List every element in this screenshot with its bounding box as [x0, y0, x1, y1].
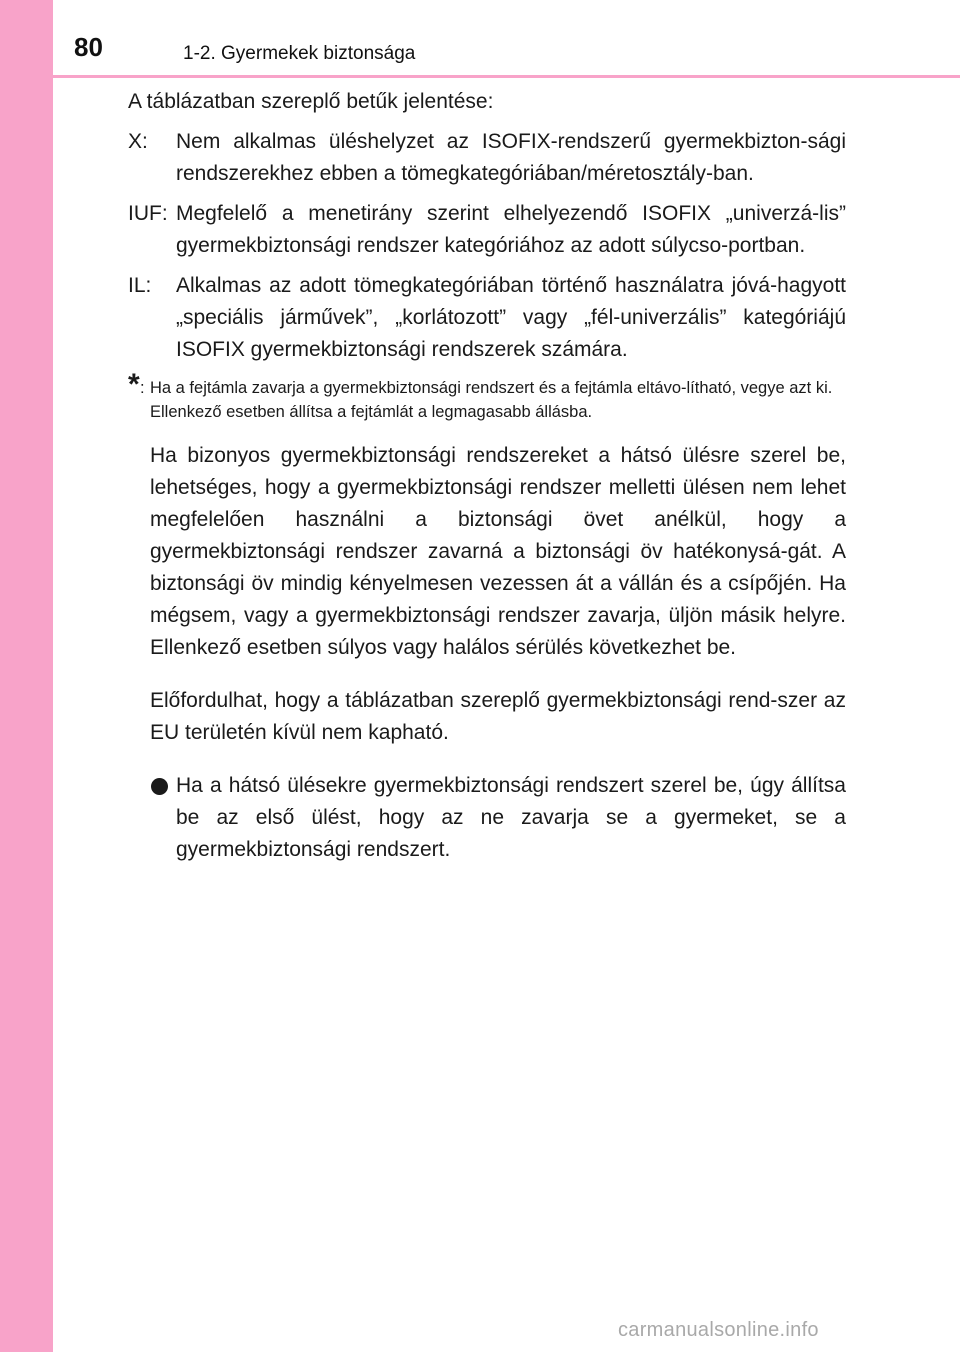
definition-key: X:	[128, 130, 148, 153]
side-color-bar	[0, 0, 53, 1352]
definition-key: IUF:	[128, 202, 168, 225]
footnote-line: Ellenkező esetben állítsa a fejtámlát a legmagasabb állásba.	[150, 403, 593, 421]
availability-paragraph: Előfordulhat, hogy a táblázatban szereplő gyermekbiztonsági rend-szer az EU területén kívül nem kapható.	[150, 689, 846, 744]
definition-text: Alkalmas az adott tömegkategóriában történő használatra jóvá-hagyott „speciális járművek”, „korlátozott” vagy „fél-univerzális” kategóriájú ISOFIX gyermekbiztonsági rendszerek számára.	[176, 274, 846, 361]
footnote-separator: :	[140, 379, 145, 397]
asterisk-icon: *	[128, 368, 140, 401]
definition-x	[128, 126, 846, 190]
footnote-body	[150, 376, 846, 424]
legend-intro: A táblázatban szereplő betűk jelentése:	[128, 90, 494, 113]
definition-text: Nem alkalmas üléshelyzet az ISOFIX-rendszerű gyermekbizton-sági rendszerekhez ebben a tömegkategóriában/méretosztály-ban.	[176, 130, 846, 185]
warning-paragraph: Ha bizonyos gyermekbiztonsági rendszereket a hátsó ülésre szerel be, lehetséges, hogy a gyermekbiztonsági rendszer melletti ülésen nem lehet megfelelően használni a biztonsági övet anélkül, hogy a gyermekbiztonsági rendszer zavarná a biztonsági öv hatékonysá-gát. A biztonsági öv mindig kényelmesen vezessen át a vállán és a csípőjén. Ha mégsem, vagy a gyermekbiztonsági rendszer zavarja, üljön másik helyre. Ellenkező esetben súlyos vagy halálos sérülés következhet be.	[150, 444, 846, 659]
footnote	[128, 368, 846, 424]
header-divider	[53, 75, 960, 78]
footnote-marker	[128, 368, 150, 424]
legend-definitions	[128, 126, 846, 366]
definition-text: Megfelelő a menetirány szerint elhelyezendő ISOFIX „univerzá-lis” gyermekbiztonsági rendszer kategóriához az adott súlycso-portban.	[176, 202, 846, 257]
definition-key: IL:	[128, 274, 152, 297]
page-number: 80	[74, 32, 103, 62]
definition-iuf	[128, 198, 846, 262]
page-content	[128, 86, 846, 866]
filled-circle-icon	[150, 770, 176, 866]
section-title: 1-2. Gyermekek biztonsága	[183, 43, 416, 64]
watermark: carmanualsonline.info	[618, 1319, 819, 1341]
bullet-item	[150, 770, 846, 866]
bullet-text: Ha a hátsó ülésekre gyermekbiztonsági rendszert szerel be, úgy állítsa be az első ülést, hogy az ne zavarja se a gyermeket, se a gyermekbiztonsági rendszert.	[176, 774, 846, 861]
footnote-line: Ha a fejtámla zavarja a gyermekbiztonsági rendszert és a fejtámla eltávo-lítható, vegye azt ki.	[150, 379, 833, 397]
definition-il	[128, 270, 846, 366]
